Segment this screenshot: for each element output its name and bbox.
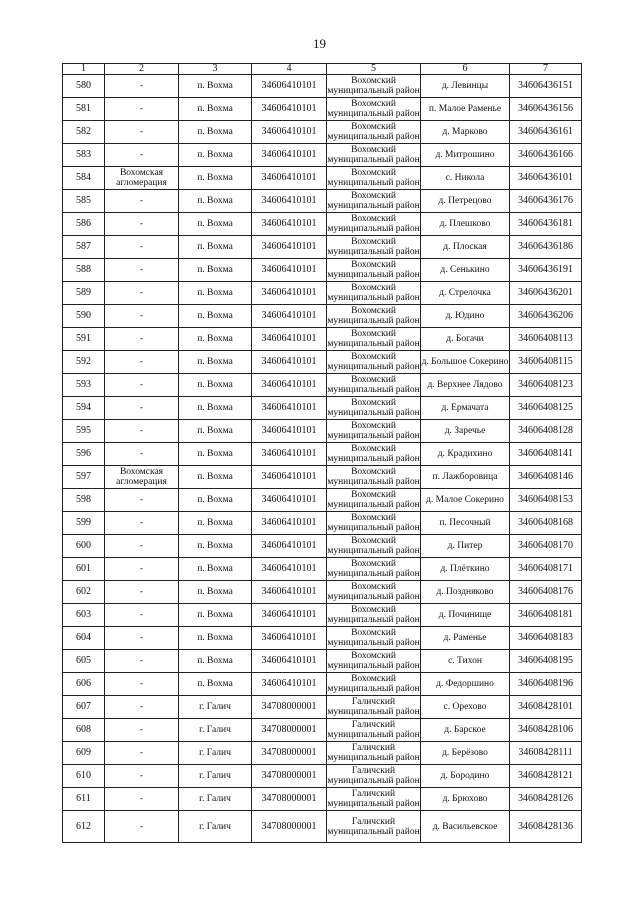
table-row (63, 144, 582, 167)
center-oktmo-cell: 34606410101 (252, 121, 327, 144)
agglomeration-cell: - (105, 351, 179, 374)
center-oktmo-cell: 34606410101 (252, 351, 327, 374)
settlement-oktmo-cell: 34606436186 (510, 236, 582, 259)
settlement-name-cell: д. Крадихино (421, 443, 510, 466)
district-cell: Вохомский муниципальный район (327, 651, 420, 671)
row-number-cell: 589 (63, 282, 105, 305)
table-row (63, 397, 582, 420)
column-header: 4 (252, 64, 327, 75)
settlement-name-cell: д. Бородино (421, 765, 510, 788)
center-settlement-cell: п. Вохма (179, 351, 252, 374)
row-number-cell: 596 (63, 443, 105, 466)
center-oktmo-cell: 34606410101 (252, 75, 327, 98)
agglomeration-cell: - (105, 259, 179, 282)
district-cell: Галичский муниципальный район (327, 811, 421, 843)
district-cell: Вохомский муниципальный район (327, 352, 420, 372)
center-oktmo-cell: 34708000001 (252, 811, 327, 843)
settlement-oktmo-cell: 34606408181 (510, 604, 582, 627)
center-oktmo-cell: 34606410101 (252, 673, 327, 696)
settlement-oktmo-cell: 34606408183 (510, 627, 582, 650)
center-oktmo-cell: 34606410101 (252, 604, 327, 627)
settlement-oktmo-cell: 34606436191 (510, 259, 582, 282)
center-oktmo-cell: 34606410101 (252, 466, 327, 489)
center-oktmo-cell: 34606410101 (252, 259, 327, 282)
row-number-cell: 603 (63, 604, 105, 627)
settlement-name-cell: д. Федоршино (421, 673, 510, 696)
district-cell: Галичский муниципальный район (327, 789, 420, 809)
district-cell: Галичский муниципальный район (327, 697, 420, 717)
settlement-oktmo-cell: 34606436151 (510, 75, 582, 98)
settlement-oktmo-cell: 34606408171 (510, 558, 582, 581)
center-oktmo-cell: 34606410101 (252, 535, 327, 558)
settlement-oktmo-cell: 34606436166 (510, 144, 582, 167)
settlement-name-cell: д. Барское (421, 719, 510, 742)
center-settlement-cell: п. Вохма (179, 650, 252, 673)
district-cell: Вохомский муниципальный район (327, 628, 420, 648)
settlement-oktmo-cell: 34608428106 (510, 719, 582, 742)
settlement-oktmo-cell: 34606408128 (510, 420, 582, 443)
center-settlement-cell: п. Вохма (179, 259, 252, 282)
settlement-name-cell: с. Орехово (421, 696, 510, 719)
table-row (63, 259, 582, 282)
settlement-name-cell: д. Сенькино (421, 259, 510, 282)
district-cell: Вохомский муниципальный район (327, 145, 420, 165)
agglomeration-cell: - (105, 650, 179, 673)
table-row (63, 719, 582, 742)
settlement-name-cell: д. Брюхово (421, 788, 510, 811)
row-number-cell: 612 (63, 811, 105, 843)
table-row (63, 581, 582, 604)
row-number-cell: 605 (63, 650, 105, 673)
settlement-name-cell: д. Стрелочка (421, 282, 510, 305)
row-number-cell: 590 (63, 305, 105, 328)
settlement-name-cell: д. Марково (421, 121, 510, 144)
row-number-cell: 611 (63, 788, 105, 811)
agglomeration-cell: - (105, 673, 179, 696)
settlement-oktmo-cell: 34608428111 (510, 742, 582, 765)
settlement-name-cell: с. Тихон (421, 650, 510, 673)
agglomeration-cell: - (105, 742, 179, 765)
table-row (63, 765, 582, 788)
center-oktmo-cell: 34606410101 (252, 650, 327, 673)
center-settlement-cell: п. Вохма (179, 75, 252, 98)
center-settlement-cell: п. Вохма (179, 213, 252, 236)
agglomeration-cell: - (105, 236, 179, 259)
agglomeration-cell: - (105, 328, 179, 351)
column-header: 3 (179, 64, 252, 75)
center-oktmo-cell: 34606410101 (252, 627, 327, 650)
center-settlement-cell: г. Галич (179, 742, 252, 765)
district-cell: Галичский муниципальный район (327, 720, 420, 740)
table-row (63, 282, 582, 305)
district-cell: Вохомский муниципальный район (327, 582, 420, 602)
agglomeration-cell: - (105, 627, 179, 650)
settlement-name-cell: д. Юдино (421, 305, 510, 328)
table-row (63, 742, 582, 765)
settlement-name-cell: д. Ермачата (421, 397, 510, 420)
table-row (63, 420, 582, 443)
page-number: 19 (313, 36, 326, 51)
district-cell: Вохомский муниципальный район (327, 605, 420, 625)
center-oktmo-cell: 34606410101 (252, 213, 327, 236)
district-cell: Вохомский муниципальный район (327, 283, 420, 303)
row-number-cell: 582 (63, 121, 105, 144)
district-cell: Вохомский муниципальный район (327, 260, 420, 280)
settlement-name-cell: п. Песочный (421, 512, 510, 535)
center-settlement-cell: п. Вохма (179, 282, 252, 305)
center-oktmo-cell: 34606410101 (252, 512, 327, 535)
settlement-oktmo-cell: 34606408125 (510, 397, 582, 420)
settlement-oktmo-cell: 34606408176 (510, 581, 582, 604)
agglomeration-cell: - (105, 765, 179, 788)
settlement-name-cell: д. Заречье (421, 420, 510, 443)
district-cell: Вохомский муниципальный район (327, 191, 420, 211)
center-oktmo-cell: 34606410101 (252, 374, 327, 397)
center-oktmo-cell: 34708000001 (252, 765, 327, 788)
center-settlement-cell: п. Вохма (179, 535, 252, 558)
center-oktmo-cell: 34606410101 (252, 190, 327, 213)
district-cell: Вохомский муниципальный район (327, 536, 420, 556)
table-row (63, 788, 582, 811)
agglomeration-cell: - (105, 696, 179, 719)
center-settlement-cell: п. Вохма (179, 190, 252, 213)
settlement-oktmo-cell: 34606436206 (510, 305, 582, 328)
center-oktmo-cell: 34606410101 (252, 420, 327, 443)
agglomeration-cell: - (105, 75, 179, 98)
settlement-name-cell: д. Васильевское (421, 811, 510, 843)
center-settlement-cell: п. Вохма (179, 489, 252, 512)
settlement-name-cell: д. Богачи (421, 328, 510, 351)
settlement-name-cell: д. Левинцы (421, 75, 510, 98)
center-oktmo-cell: 34606410101 (252, 236, 327, 259)
center-settlement-cell: г. Галич (179, 788, 252, 811)
table-row (63, 167, 582, 190)
row-number-cell: 591 (63, 328, 105, 351)
agglomeration-cell: - (105, 512, 179, 535)
settlement-oktmo-cell: 34606436176 (510, 190, 582, 213)
settlement-oktmo-cell: 34606408123 (510, 374, 582, 397)
settlement-name-cell: д. Раменье (421, 627, 510, 650)
row-number-cell: 585 (63, 190, 105, 213)
center-oktmo-cell: 34606410101 (252, 98, 327, 121)
table-row (63, 121, 582, 144)
row-number-cell: 581 (63, 98, 105, 121)
table-row (63, 811, 582, 843)
center-settlement-cell: п. Вохма (179, 512, 252, 535)
row-number-cell: 595 (63, 420, 105, 443)
row-number-cell: 594 (63, 397, 105, 420)
settlement-oktmo-cell: 34606408195 (510, 650, 582, 673)
table-row (63, 443, 582, 466)
district-cell: Вохомский муниципальный район (327, 467, 420, 487)
settlement-name-cell: д. Починище (421, 604, 510, 627)
table-row (63, 535, 582, 558)
center-settlement-cell: п. Вохма (179, 121, 252, 144)
agglomeration-cell: - (105, 305, 179, 328)
row-number-cell: 598 (63, 489, 105, 512)
center-settlement-cell: п. Вохма (179, 627, 252, 650)
row-number-cell: 592 (63, 351, 105, 374)
district-cell: Вохомский муниципальный район (327, 214, 420, 234)
table-row (63, 650, 582, 673)
row-number-cell: 602 (63, 581, 105, 604)
row-number-cell: 580 (63, 75, 105, 98)
agglomeration-cell: - (105, 604, 179, 627)
settlement-oktmo-cell: 34608428136 (510, 811, 582, 843)
agglomeration-cell: - (105, 489, 179, 512)
settlement-oktmo-cell: 34608428121 (510, 765, 582, 788)
table-row (63, 213, 582, 236)
agglomeration-cell: - (105, 811, 179, 843)
settlement-name-cell: с. Никола (421, 167, 510, 190)
settlement-name-cell: д. Плоская (421, 236, 510, 259)
table-row (63, 696, 582, 719)
center-settlement-cell: г. Галич (179, 811, 252, 843)
district-cell: Вохомский муниципальный район (327, 421, 420, 441)
center-settlement-cell: п. Вохма (179, 98, 252, 121)
row-number-cell: 593 (63, 374, 105, 397)
center-oktmo-cell: 34606410101 (252, 397, 327, 420)
row-number-cell: 583 (63, 144, 105, 167)
center-settlement-cell: п. Вохма (179, 420, 252, 443)
agglomeration-cell: - (105, 535, 179, 558)
district-cell: Вохомский муниципальный район (327, 237, 420, 257)
settlement-oktmo-cell: 34606436161 (510, 121, 582, 144)
row-number-cell: 600 (63, 535, 105, 558)
agglomeration-cell: Вохомская агломерация (105, 466, 179, 489)
district-cell: Вохомский муниципальный район (327, 490, 420, 510)
settlement-oktmo-cell: 34606408170 (510, 535, 582, 558)
district-cell: Вохомский муниципальный район (327, 398, 420, 418)
table-row (63, 98, 582, 121)
center-settlement-cell: п. Вохма (179, 374, 252, 397)
center-oktmo-cell: 34708000001 (252, 742, 327, 765)
settlement-name-cell: д. Берёзово (421, 742, 510, 765)
settlement-oktmo-cell: 34606436101 (510, 167, 582, 190)
row-number-cell: 601 (63, 558, 105, 581)
center-oktmo-cell: 34606410101 (252, 489, 327, 512)
row-number-cell: 588 (63, 259, 105, 282)
table-row (63, 604, 582, 627)
district-cell: Вохомский муниципальный район (327, 559, 420, 579)
center-settlement-cell: г. Галич (179, 765, 252, 788)
settlement-oktmo-cell: 34606408113 (510, 328, 582, 351)
center-oktmo-cell: 34708000001 (252, 788, 327, 811)
agglomeration-cell: Вохомская агломерация (105, 167, 179, 190)
table-row (63, 236, 582, 259)
center-settlement-cell: п. Вохма (179, 167, 252, 190)
row-number-cell: 610 (63, 765, 105, 788)
district-cell: Галичский муниципальный район (327, 743, 420, 763)
settlement-name-cell: д. Петрецово (421, 190, 510, 213)
agglomeration-cell: - (105, 443, 179, 466)
settlement-name-cell: д. Поздняково (421, 581, 510, 604)
settlement-oktmo-cell: 34606436181 (510, 213, 582, 236)
center-settlement-cell: п. Вохма (179, 328, 252, 351)
table-row (63, 466, 582, 489)
table-row (63, 190, 582, 213)
center-settlement-cell: п. Вохма (179, 305, 252, 328)
center-settlement-cell: п. Вохма (179, 144, 252, 167)
settlement-oktmo-cell: 34608428101 (510, 696, 582, 719)
agglomeration-cell: - (105, 581, 179, 604)
settlement-oktmo-cell: 34606408196 (510, 673, 582, 696)
center-settlement-cell: г. Галич (179, 696, 252, 719)
district-cell: Галичский муниципальный район (327, 766, 420, 786)
table-row (63, 75, 582, 98)
settlement-name-cell: д. Малое Сокерино (421, 489, 510, 512)
row-number-cell: 607 (63, 696, 105, 719)
table-row (63, 627, 582, 650)
agglomeration-cell: - (105, 374, 179, 397)
settlement-name-cell: д. Плешково (421, 213, 510, 236)
center-oktmo-cell: 34606410101 (252, 581, 327, 604)
row-number-cell: 609 (63, 742, 105, 765)
settlement-oktmo-cell: 34606408141 (510, 443, 582, 466)
agglomeration-cell: - (105, 558, 179, 581)
center-settlement-cell: п. Вохма (179, 558, 252, 581)
district-cell: Вохомский муниципальный район (327, 168, 420, 188)
column-header: 7 (510, 64, 582, 75)
center-oktmo-cell: 34606410101 (252, 443, 327, 466)
settlement-oktmo-cell: 34606408168 (510, 512, 582, 535)
table-row (63, 558, 582, 581)
district-cell: Вохомский муниципальный район (327, 76, 420, 96)
table-row (63, 374, 582, 397)
agglomeration-cell: - (105, 282, 179, 305)
agglomeration-cell: - (105, 788, 179, 811)
center-oktmo-cell: 34606410101 (252, 305, 327, 328)
agglomeration-cell: - (105, 121, 179, 144)
center-settlement-cell: п. Вохма (179, 236, 252, 259)
table-row (63, 673, 582, 696)
settlement-oktmo-cell: 34606408146 (510, 466, 582, 489)
center-oktmo-cell: 34708000001 (252, 696, 327, 719)
agglomeration-cell: - (105, 190, 179, 213)
center-settlement-cell: п. Вохма (179, 673, 252, 696)
district-cell: Вохомский муниципальный район (327, 513, 420, 533)
settlement-name-cell: д. Митрошино (421, 144, 510, 167)
table-row (63, 305, 582, 328)
agglomeration-cell: - (105, 719, 179, 742)
center-settlement-cell: г. Галич (179, 719, 252, 742)
center-oktmo-cell: 34606410101 (252, 328, 327, 351)
settlement-name-cell: д. Питер (421, 535, 510, 558)
center-oktmo-cell: 34606410101 (252, 167, 327, 190)
column-header: 2 (105, 64, 179, 75)
settlement-oktmo-cell: 34608428126 (510, 788, 582, 811)
settlement-oktmo-cell: 34606436156 (510, 98, 582, 121)
center-oktmo-cell: 34606410101 (252, 558, 327, 581)
center-settlement-cell: п. Вохма (179, 581, 252, 604)
settlement-name-cell: д. Верхнее Лядово (421, 374, 510, 397)
agglomeration-cell: - (105, 144, 179, 167)
row-number-cell: 606 (63, 673, 105, 696)
settlements-table (62, 63, 582, 843)
settlement-oktmo-cell: 34606408153 (510, 489, 582, 512)
table-row (63, 328, 582, 351)
row-number-cell: 597 (63, 466, 105, 489)
table-row (63, 512, 582, 535)
row-number-cell: 599 (63, 512, 105, 535)
table-row (63, 351, 582, 374)
district-cell: Вохомский муниципальный район (327, 444, 420, 464)
column-header: 1 (63, 64, 105, 75)
center-oktmo-cell: 34606410101 (252, 144, 327, 167)
agglomeration-cell: - (105, 213, 179, 236)
column-header: 5 (327, 64, 421, 75)
row-number-cell: 587 (63, 236, 105, 259)
row-number-cell: 608 (63, 719, 105, 742)
district-cell: Вохомский муниципальный район (327, 122, 420, 142)
agglomeration-cell: - (105, 98, 179, 121)
district-cell: Вохомский муниципальный район (327, 375, 420, 395)
district-cell: Вохомский муниципальный район (327, 99, 420, 119)
district-cell: Вохомский муниципальный район (327, 674, 420, 694)
center-settlement-cell: п. Вохма (179, 604, 252, 627)
settlement-name-cell: п. Малое Раменье (421, 98, 510, 121)
row-number-cell: 584 (63, 167, 105, 190)
agglomeration-cell: - (105, 420, 179, 443)
settlement-oktmo-cell: 34606408115 (510, 351, 582, 374)
row-number-cell: 586 (63, 213, 105, 236)
table-row (63, 489, 582, 512)
district-cell: Вохомский муниципальный район (327, 329, 420, 349)
column-header: 6 (421, 64, 510, 75)
center-oktmo-cell: 34708000001 (252, 719, 327, 742)
settlement-name-cell: д. Большое Сокерино (421, 351, 510, 374)
settlement-name-cell: д. Плёткино (421, 558, 510, 581)
agglomeration-cell: - (105, 397, 179, 420)
center-settlement-cell: п. Вохма (179, 397, 252, 420)
center-oktmo-cell: 34606410101 (252, 282, 327, 305)
settlement-oktmo-cell: 34606436201 (510, 282, 582, 305)
district-cell: Вохомский муниципальный район (327, 306, 420, 326)
center-settlement-cell: п. Вохма (179, 443, 252, 466)
settlement-name-cell: п. Лажборовица (421, 466, 510, 489)
center-settlement-cell: п. Вохма (179, 466, 252, 489)
row-number-cell: 604 (63, 627, 105, 650)
table-header-row (63, 64, 582, 75)
